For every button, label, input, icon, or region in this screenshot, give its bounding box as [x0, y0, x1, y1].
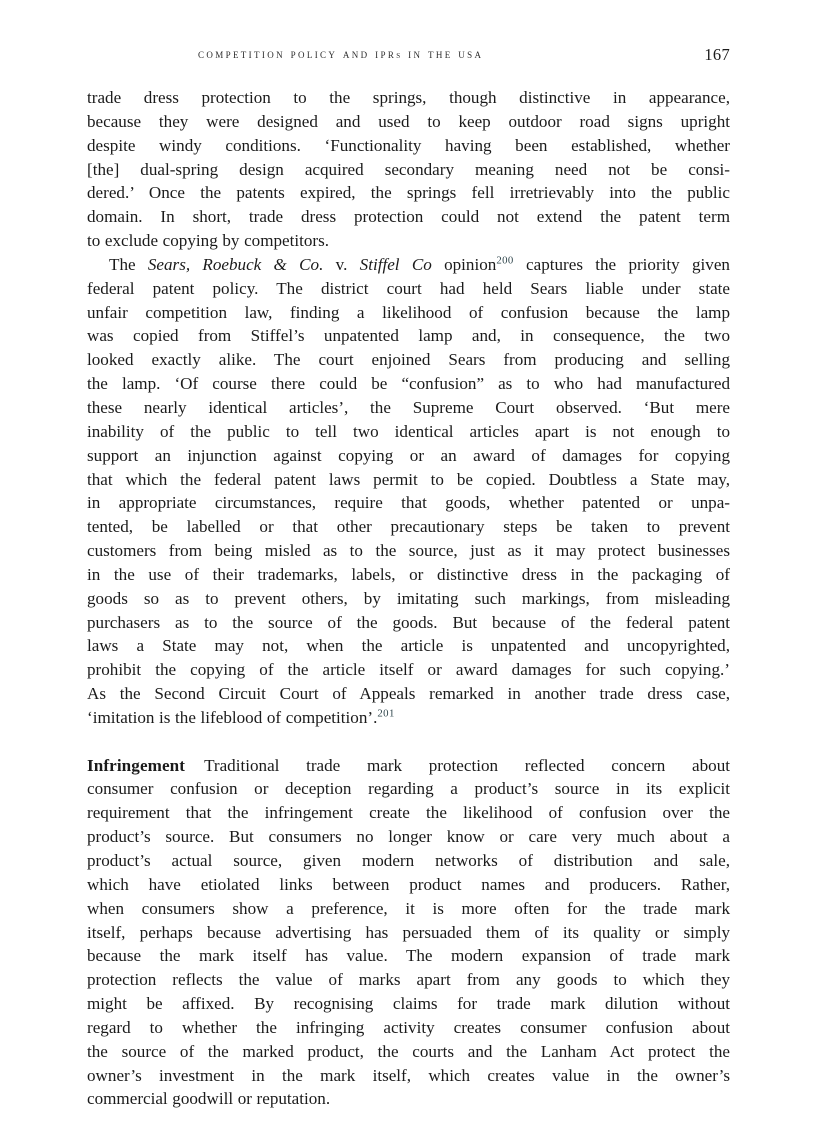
text-line: tented, be labelled or that other precautionary steps be taken to prevent [87, 517, 730, 537]
text-line: owner’s investment in the mark itself, which creates value in the owner’s [87, 1065, 730, 1085]
footnote-marker-201[interactable]: 201 [377, 707, 395, 720]
text-block [87, 86, 730, 1111]
paragraph-2 [87, 253, 730, 730]
text-line-with-heading [87, 754, 730, 778]
paragraph-3-infringement [87, 754, 730, 1112]
text-line: because the mark itself has value. The modern expansion of trade mark [87, 946, 730, 966]
text-line: inability of the public to tell two identical articles apart is not enough to [87, 421, 730, 441]
text-line: in the use of their trademarks, labels, or distinctive dress in the packaging of [87, 564, 730, 584]
text-line: product’s actual source, given modern networks of distribution and sale, [87, 851, 730, 870]
text-line: despite windy conditions. ‘Functionality having been established, whether [87, 135, 730, 155]
text-line: product’s source. But consumers no longer know or care very much about a [87, 827, 730, 847]
text-line: regard to whether the infringing activity creates consumer confusion about [87, 1017, 730, 1037]
running-head-title: competition policy and iprs in the usa [198, 46, 484, 61]
text-line: protection reflects the value of marks apart from any goods to which they [87, 970, 730, 990]
text-line: trade dress protection to the springs, though distinctive in appearance, [87, 88, 730, 107]
text-line: because they were designed and used to keep outdoor road signs upright [87, 111, 730, 131]
running-head [87, 46, 730, 70]
paragraph-lead-in: The [109, 254, 148, 274]
text-line: was copied from Stiffel’s unpatented lamp and, in consequence, the two [87, 326, 730, 346]
text-line: the lamp. ‘Of course there could be “confusion” as to who had manufactured [87, 374, 730, 394]
text-line-with-citation [87, 706, 730, 730]
text-line: federal patent policy. The district court had held Sears liable under state [87, 278, 730, 298]
text-line: the source of the marked product, the courts and the Lanham Act protect the [87, 1041, 730, 1061]
text-line: ‘imitation is the lifeblood of competition’. [87, 707, 378, 727]
case-name-plaintiff: Sears, Roebuck & Co. [147, 254, 324, 274]
text-line: domain. In short, trade dress protection could not extend the patent term [87, 207, 730, 227]
text-line: customers from being misled as to the source, just as it may protect businesses [87, 541, 730, 561]
text-line: captures the priority given [513, 254, 730, 274]
text-line: support an injunction against copying or an award of damages for copying [87, 445, 730, 465]
paragraph-1 [87, 86, 730, 253]
text-line-with-citation [87, 253, 730, 277]
text-line: goods so as to prevent others, by imitating such markings, from misleading [87, 588, 730, 608]
text-line: commercial goodwill or reputation. [87, 1089, 331, 1109]
text-line: itself, perhaps because advertising has persuaded them of its quality or simply [87, 922, 730, 942]
text-line: Traditional trade mark protection reflected concern about [204, 755, 730, 775]
text-line: that which the federal patent laws permit to be copied. Doubtless a State may, [87, 469, 730, 489]
text-line: might be affixed. By recognising claims for trade mark dilution without [87, 994, 730, 1014]
text-line: when consumers show a preference, it is more often for the trade mark [87, 898, 730, 918]
page-number: 167 [704, 45, 730, 64]
text-line: [the] dual-spring design acquired secondary meaning need not be consi- [87, 159, 730, 179]
text-line: to exclude copying by competitors. [87, 231, 330, 251]
text-line: in appropriate circumstances, require that goods, whether patented or unpa- [87, 493, 730, 513]
text-line: consumer confusion or deception regarding a product’s source in its explicit [87, 779, 730, 799]
section-heading-infringement: Infringement [87, 755, 186, 775]
footnote-marker-200[interactable]: 200 [496, 254, 514, 267]
text-line: requirement that the infringement create the likelihood of confusion over the [87, 803, 730, 823]
text-line: these nearly identical articles’, the Supreme Court observed. ‘But mere [87, 397, 730, 417]
text-line: laws a State may not, when the article is unpatented and uncopyrighted, [87, 636, 730, 656]
text-line: prohibit the copying of the article itself or award damages for such copying.’ [87, 660, 730, 680]
versus-connector: v. [323, 254, 360, 274]
text-line: looked exactly alike. The court enjoined Sears from producing and selling [87, 350, 730, 370]
text-line: which have etiolated links between product names and producers. Rather, [87, 874, 730, 894]
case-name-defendant: Stiffel Co [359, 254, 432, 274]
text-line: unfair competition law, finding a likelihood of confusion because the lamp [87, 302, 730, 322]
text-line: dered.’ Once the patents expired, the springs fell irretrievably into the public [87, 183, 730, 203]
text-line: purchasers as to the source of the goods. But because of the federal patent [87, 612, 730, 632]
opinion-word: opinion [431, 254, 497, 274]
text-line: As the Second Circuit Court of Appeals remarked in another trade dress case, [87, 684, 730, 704]
